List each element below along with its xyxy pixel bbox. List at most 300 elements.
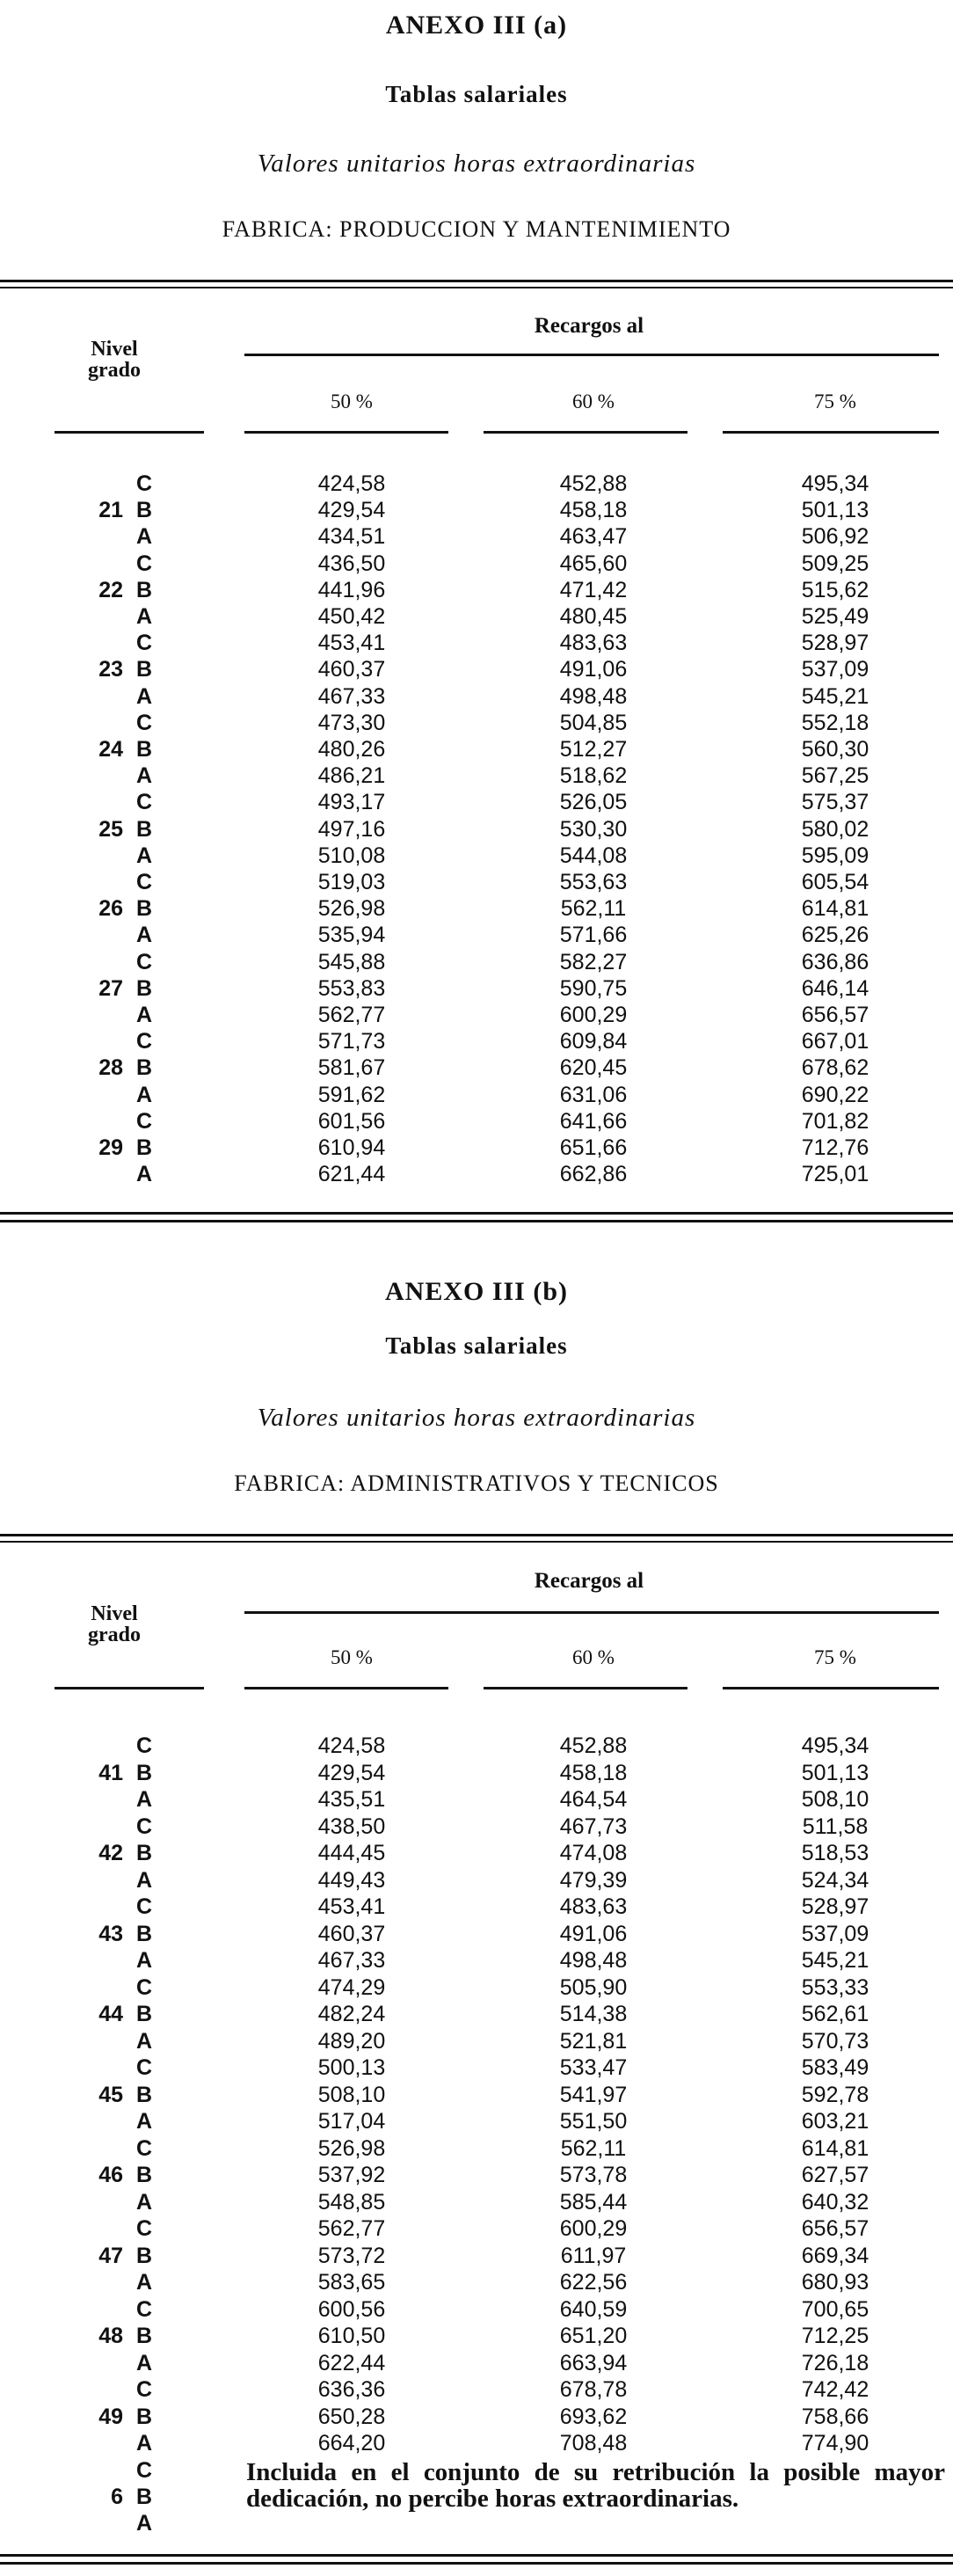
value-75-cell: 553,33 [801, 1974, 869, 2000]
table-row [0, 471, 953, 497]
section-a-recargos-rule [244, 354, 939, 356]
value-60-cell: 651,66 [559, 1135, 628, 1160]
value-75-cell: 656,57 [801, 1003, 869, 1027]
grade-cell: C [135, 1029, 153, 1054]
section-b-col-recargos: Recargos al [534, 1569, 644, 1593]
value-60-cell: 452,88 [559, 1733, 628, 1758]
grade-cell: B [135, 896, 153, 922]
table-row [0, 630, 953, 656]
value-50-cell: 429,54 [317, 1760, 386, 1785]
table-row [0, 2135, 953, 2162]
section-a-col-nivel [62, 339, 167, 381]
section-a-title: ANEXO III (a) [385, 11, 568, 40]
value-75-cell: 667,01 [801, 1029, 869, 1054]
nivel-cell: 27 [98, 975, 123, 1001]
table-row [0, 710, 953, 736]
value-60-cell: 518,62 [559, 763, 628, 789]
table-row [0, 1028, 953, 1054]
section-b-col-nivel-line2: grado [88, 1624, 141, 1646]
nivel-cell: 28 [98, 1055, 123, 1081]
grade-cell: A [135, 2028, 153, 2054]
value-50-cell: 581,67 [317, 1055, 386, 1081]
value-50-cell: 467,33 [317, 1948, 386, 1973]
table-row [0, 1054, 953, 1081]
grade-cell: C [135, 1733, 153, 1758]
grade-cell: B [135, 737, 153, 762]
grade-cell: C [135, 471, 153, 496]
table-row [0, 1921, 953, 1947]
value-50-cell: 434,51 [317, 524, 386, 550]
table-row [0, 922, 953, 948]
nivel-cell: 23 [98, 657, 123, 682]
section-b-pct-60: 60 % [572, 1646, 615, 1668]
section-b-subtitle: Tablas salariales [385, 1332, 568, 1359]
grade-cell: C [135, 710, 153, 735]
grade-cell: C [135, 1813, 153, 1839]
value-75-cell: 501,13 [801, 1760, 869, 1785]
grade-cell: C [135, 790, 153, 815]
section-a-top-rule-1 [0, 280, 953, 282]
nivel-cell: 25 [98, 816, 123, 842]
value-50-cell: 474,29 [317, 1974, 386, 2000]
section-a-col-nivel-line2: grado [88, 359, 141, 382]
table-row [0, 1867, 953, 1894]
value-50-cell: 438,50 [317, 1813, 386, 1839]
grade-cell: C [135, 1974, 153, 2000]
section-a-italic-title: Valores unitarios horas extraordinarias [257, 150, 696, 178]
value-75-cell: 700,65 [801, 2296, 869, 2322]
grade-cell: C [135, 2458, 153, 2483]
value-50-cell: 610,50 [317, 2324, 386, 2348]
value-50-cell: 497,16 [317, 816, 386, 842]
value-50-cell: 519,03 [317, 870, 386, 894]
grade-cell: B [135, 975, 153, 1001]
section-b-header-rule-75 [723, 1687, 939, 1689]
grade-cell: C [135, 631, 153, 656]
table-row [0, 789, 953, 815]
grade-cell: B [135, 1760, 153, 1785]
table-row [0, 736, 953, 763]
nivel-cell: 22 [98, 577, 123, 602]
nivel-cell: 44 [98, 2002, 123, 2026]
value-60-cell: 611,97 [560, 2243, 627, 2268]
grade-cell: B [135, 577, 153, 602]
value-60-cell: 620,45 [559, 1055, 628, 1081]
grade-cell: A [135, 2189, 153, 2215]
value-60-cell: 458,18 [559, 1760, 628, 1785]
value-50-cell: 545,88 [317, 949, 386, 974]
grade-cell: A [135, 2431, 153, 2456]
grade-cell: B [135, 1055, 153, 1081]
grade-cell: A [135, 2350, 153, 2375]
value-50-cell: 473,30 [317, 710, 386, 735]
table-row [0, 577, 953, 603]
value-75-cell: 614,81 [801, 896, 869, 922]
table-row [0, 656, 953, 682]
value-75-cell: 678,62 [801, 1055, 869, 1081]
grade-cell: C [135, 870, 153, 894]
grade-cell: B [135, 816, 153, 842]
value-50-cell: 460,37 [317, 657, 386, 682]
value-50-cell: 429,54 [317, 498, 386, 523]
value-60-cell: 640,59 [559, 2296, 628, 2322]
table-row [0, 2243, 953, 2269]
grade-cell: A [135, 604, 153, 629]
table-row [0, 869, 953, 895]
section-a-pct-60: 60 % [572, 390, 615, 412]
grade-cell: A [135, 1787, 153, 1812]
value-60-cell: 571,66 [559, 923, 628, 948]
grade-cell: C [135, 2055, 153, 2080]
value-60-cell: 452,88 [559, 471, 628, 496]
value-50-cell: 621,44 [317, 1162, 386, 1187]
value-75-cell: 545,21 [801, 1948, 869, 1973]
value-60-cell: 479,39 [559, 1867, 628, 1893]
value-60-cell: 562,11 [560, 896, 627, 922]
grade-cell: A [135, 1948, 153, 1973]
value-60-cell: 631,06 [559, 1082, 628, 1107]
table-row [0, 843, 953, 869]
value-75-cell: 758,66 [801, 2404, 869, 2429]
grade-cell: B [135, 1921, 153, 1946]
grade-cell: C [135, 1108, 153, 1134]
value-75-cell: 636,86 [801, 949, 869, 974]
value-60-cell: 465,60 [559, 551, 628, 576]
section-b-header-rule-60 [484, 1687, 687, 1689]
table-row [0, 683, 953, 710]
table-row [0, 1082, 953, 1108]
value-60-cell: 562,11 [560, 2135, 627, 2161]
grade-cell: A [135, 683, 153, 709]
value-60-cell: 514,38 [559, 2002, 628, 2026]
value-60-cell: 533,47 [559, 2055, 628, 2080]
value-75-cell: 742,42 [801, 2377, 869, 2402]
grade-cell: B [135, 2485, 153, 2509]
grade-cell: B [135, 2002, 153, 2026]
value-50-cell: 441,96 [317, 577, 386, 602]
value-75-cell: 605,54 [801, 870, 869, 894]
grade-cell: B [135, 2082, 153, 2107]
nivel-cell: 26 [98, 896, 123, 922]
value-50-cell: 622,44 [317, 2350, 386, 2375]
value-50-cell: 571,73 [317, 1029, 386, 1054]
grade-cell: A [135, 1003, 153, 1027]
nivel-cell: 41 [98, 1760, 123, 1785]
section-b-top-rule-1 [0, 1534, 953, 1536]
table-row [0, 816, 953, 843]
nivel-cell: 48 [98, 2324, 123, 2348]
value-60-cell: 590,75 [559, 975, 628, 1001]
table-row [0, 1813, 953, 1840]
value-75-cell: 562,61 [801, 2002, 869, 2026]
value-50-cell: 562,77 [317, 2216, 386, 2241]
table-row [0, 2215, 953, 2242]
value-75-cell: 495,34 [801, 471, 869, 496]
value-60-cell: 463,47 [559, 524, 628, 550]
table-row [0, 2404, 953, 2430]
section-b-col-nivel-line1: Nivel [91, 1602, 138, 1625]
grade-cell: B [135, 2243, 153, 2268]
section-b-fabrica: FABRICA: ADMINISTRATIVOS Y TECNICOS [234, 1470, 719, 1496]
value-75-cell: 570,73 [801, 2028, 869, 2054]
value-75-cell: 595,09 [801, 843, 869, 868]
value-60-cell: 585,44 [559, 2189, 628, 2215]
value-60-cell: 521,81 [559, 2028, 628, 2054]
table-row [0, 1733, 953, 1759]
section-b-pct-50: 50 % [331, 1646, 373, 1668]
value-60-cell: 600,29 [559, 2216, 628, 2241]
value-60-cell: 662,86 [559, 1162, 628, 1187]
section-a-header-rule-nivel [55, 431, 204, 434]
value-50-cell: 449,43 [317, 1867, 386, 1893]
value-75-cell: 680,93 [801, 2270, 869, 2295]
section-a-subtitle: Tablas salariales [385, 81, 568, 107]
value-75-cell: 545,21 [801, 683, 869, 709]
value-50-cell: 508,10 [317, 2082, 386, 2107]
value-60-cell: 498,48 [559, 683, 628, 709]
grade-cell: B [135, 1841, 153, 1865]
table-row [0, 603, 953, 630]
value-50-cell: 450,42 [317, 604, 386, 629]
value-75-cell: 525,49 [801, 604, 869, 629]
value-75-cell: 603,21 [801, 2109, 869, 2134]
value-60-cell: 530,30 [559, 816, 628, 842]
value-50-cell: 467,33 [317, 683, 386, 709]
nivel-cell: 43 [98, 1921, 123, 1946]
section-a-pct-75: 75 % [814, 390, 856, 412]
table-row [0, 1894, 953, 1920]
section-b-italic-title: Valores unitarios horas extraordinarias [257, 1404, 696, 1432]
grade-cell: B [135, 1135, 153, 1160]
section-b-top-rule-2 [0, 1541, 953, 1543]
value-75-cell: 701,82 [801, 1108, 869, 1134]
value-60-cell: 600,29 [559, 1003, 628, 1027]
grade-cell: C [135, 551, 153, 576]
value-50-cell: 424,58 [317, 471, 386, 496]
value-75-cell: 509,25 [801, 551, 869, 576]
value-75-cell: 712,25 [801, 2324, 869, 2348]
grade-cell: A [135, 2109, 153, 2134]
value-60-cell: 480,45 [559, 604, 628, 629]
value-50-cell: 650,28 [317, 2404, 386, 2429]
grade-cell: C [135, 2296, 153, 2322]
value-50-cell: 444,45 [317, 1841, 386, 1865]
value-75-cell: 669,34 [801, 2243, 869, 2268]
value-60-cell: 622,56 [559, 2270, 628, 2295]
grade-cell: B [135, 2404, 153, 2429]
value-60-cell: 458,18 [559, 498, 628, 523]
value-50-cell: 460,37 [317, 1921, 386, 1946]
grade-cell: A [135, 524, 153, 550]
grade-cell: A [135, 2511, 153, 2536]
section-a-header-rule-60 [484, 431, 687, 434]
section-b-title: ANEXO III (b) [384, 1277, 569, 1306]
value-75-cell: 515,62 [801, 577, 869, 602]
value-60-cell: 512,27 [559, 737, 628, 762]
value-60-cell: 498,48 [559, 1948, 628, 1973]
grade-cell: C [135, 2216, 153, 2241]
value-75-cell: 627,57 [801, 2163, 869, 2187]
nivel-cell: 42 [98, 1841, 123, 1865]
table-row [0, 1002, 953, 1028]
nivel-cell: 49 [98, 2404, 123, 2429]
table-row [0, 2323, 953, 2349]
value-60-cell: 505,90 [559, 1974, 628, 2000]
value-75-cell: 575,37 [801, 790, 869, 815]
value-75-cell: 580,02 [801, 816, 869, 842]
value-50-cell: 480,26 [317, 737, 386, 762]
grade-cell: A [135, 2270, 153, 2295]
table-row [0, 2082, 953, 2108]
value-75-cell: 501,13 [801, 498, 869, 523]
section-a-col-nivel-line1: Nivel [91, 338, 138, 361]
value-60-cell: 663,94 [559, 2350, 628, 2375]
nivel-cell: 24 [98, 737, 123, 762]
table-row [0, 949, 953, 975]
grade-cell: A [135, 1082, 153, 1107]
section-a-header-rule-50 [244, 431, 448, 434]
section-a-header-rule-75 [723, 431, 939, 434]
value-60-cell: 471,42 [559, 577, 628, 602]
value-60-cell: 526,05 [559, 790, 628, 815]
value-50-cell: 436,50 [317, 551, 386, 576]
value-50-cell: 489,20 [317, 2028, 386, 2054]
value-75-cell: 774,90 [801, 2431, 869, 2456]
value-60-cell: 553,63 [559, 870, 628, 894]
table-row [0, 2350, 953, 2376]
value-60-cell: 641,66 [559, 1108, 628, 1134]
value-60-cell: 483,63 [559, 1894, 628, 1919]
table-row [0, 1161, 953, 1187]
table-row [0, 2108, 953, 2135]
value-75-cell: 518,53 [801, 1841, 869, 1865]
value-75-cell: 508,10 [801, 1787, 869, 1812]
value-50-cell: 526,98 [317, 896, 386, 922]
table-row [0, 2189, 953, 2215]
grade-cell: A [135, 1867, 153, 1893]
grade-cell: B [135, 657, 153, 682]
section-a-bottom-rule-1 [0, 1212, 953, 1215]
grade-cell: C [135, 1894, 153, 1919]
value-60-cell: 474,08 [559, 1841, 628, 1865]
grade-cell: A [135, 843, 153, 868]
value-60-cell: 582,27 [559, 949, 628, 974]
value-60-cell: 491,06 [559, 657, 628, 682]
value-50-cell: 537,92 [317, 2163, 386, 2187]
grade-cell: A [135, 1162, 153, 1187]
table-row [0, 2376, 953, 2403]
table-row [0, 551, 953, 577]
table-row [0, 2054, 953, 2081]
value-75-cell: 583,49 [801, 2055, 869, 2080]
section-a-pct-50: 50 % [331, 390, 373, 412]
grade-cell: C [135, 2377, 153, 2402]
value-75-cell: 552,18 [801, 710, 869, 735]
section-b-recargos-rule [244, 1611, 939, 1614]
value-50-cell: 636,36 [317, 2377, 386, 2402]
value-60-cell: 573,78 [559, 2163, 628, 2187]
value-60-cell: 483,63 [559, 631, 628, 656]
table-row [0, 1947, 953, 1974]
value-50-cell: 435,51 [317, 1787, 386, 1812]
section-b-bottom-rule-2 [0, 2562, 953, 2565]
nivel-cell: 47 [98, 2243, 123, 2268]
nivel-cell: 45 [98, 2082, 123, 2107]
value-50-cell: 453,41 [317, 631, 386, 656]
table-row [0, 1108, 953, 1135]
table-row [0, 2430, 953, 2456]
value-60-cell: 609,84 [559, 1029, 628, 1054]
value-60-cell: 467,73 [559, 1813, 628, 1839]
table-row [0, 2028, 953, 2054]
table-row [0, 975, 953, 1002]
value-75-cell: 690,22 [801, 1082, 869, 1107]
section-a-fabrica: FABRICA: PRODUCCION Y MANTENIMIENTO [222, 216, 731, 242]
grade-cell: A [135, 923, 153, 948]
table-row [0, 2269, 953, 2295]
value-60-cell: 491,06 [559, 1921, 628, 1946]
value-75-cell: 537,09 [801, 657, 869, 682]
value-50-cell: 610,94 [317, 1135, 386, 1160]
value-60-cell: 693,62 [559, 2404, 628, 2429]
grade-cell: A [135, 763, 153, 789]
value-75-cell: 528,97 [801, 1894, 869, 1919]
value-50-cell: 548,85 [317, 2189, 386, 2215]
value-75-cell: 625,26 [801, 923, 869, 948]
value-75-cell: 640,32 [801, 2189, 869, 2215]
section-b-final-row-a [0, 2510, 953, 2536]
value-50-cell: 600,56 [317, 2296, 386, 2322]
value-50-cell: 424,58 [317, 1733, 386, 1758]
value-75-cell: 656,57 [801, 2216, 869, 2241]
value-75-cell: 712,76 [801, 1135, 869, 1160]
value-75-cell: 537,09 [801, 1921, 869, 1946]
section-b-bottom-rule-1 [0, 2554, 953, 2557]
table-row [0, 523, 953, 550]
table-row [0, 763, 953, 789]
section-b-final-note: Incluida en el conjunto de su retribución la posible mayor dedicación, no percibe horas extraordinarias. [246, 2458, 945, 2513]
section-a-top-rule-2 [0, 287, 953, 288]
grade-cell: B [135, 2324, 153, 2348]
nivel-cell: 46 [98, 2163, 123, 2187]
table-row [0, 1974, 953, 2001]
section-a-col-recargos: Recargos al [534, 314, 644, 338]
value-50-cell: 493,17 [317, 790, 386, 815]
table-row [0, 2296, 953, 2323]
value-60-cell: 651,20 [559, 2324, 628, 2348]
value-50-cell: 486,21 [317, 763, 386, 789]
table-row [0, 1786, 953, 1813]
value-75-cell: 495,34 [801, 1733, 869, 1758]
value-60-cell: 541,97 [559, 2082, 628, 2107]
value-75-cell: 528,97 [801, 631, 869, 656]
section-b-header-rule-50 [244, 1687, 448, 1689]
value-50-cell: 553,83 [317, 975, 386, 1001]
value-60-cell: 551,50 [559, 2109, 628, 2134]
value-60-cell: 678,78 [559, 2377, 628, 2402]
value-75-cell: 511,58 [802, 1813, 869, 1839]
value-75-cell: 725,01 [801, 1162, 869, 1187]
value-60-cell: 504,85 [559, 710, 628, 735]
value-50-cell: 526,98 [317, 2135, 386, 2161]
grade-cell: C [135, 2135, 153, 2161]
value-50-cell: 500,13 [317, 2055, 386, 2080]
value-50-cell: 664,20 [317, 2431, 386, 2456]
value-50-cell: 510,08 [317, 843, 386, 868]
value-60-cell: 544,08 [559, 843, 628, 868]
value-50-cell: 591,62 [317, 1082, 386, 1107]
value-60-cell: 708,48 [559, 2431, 628, 2456]
